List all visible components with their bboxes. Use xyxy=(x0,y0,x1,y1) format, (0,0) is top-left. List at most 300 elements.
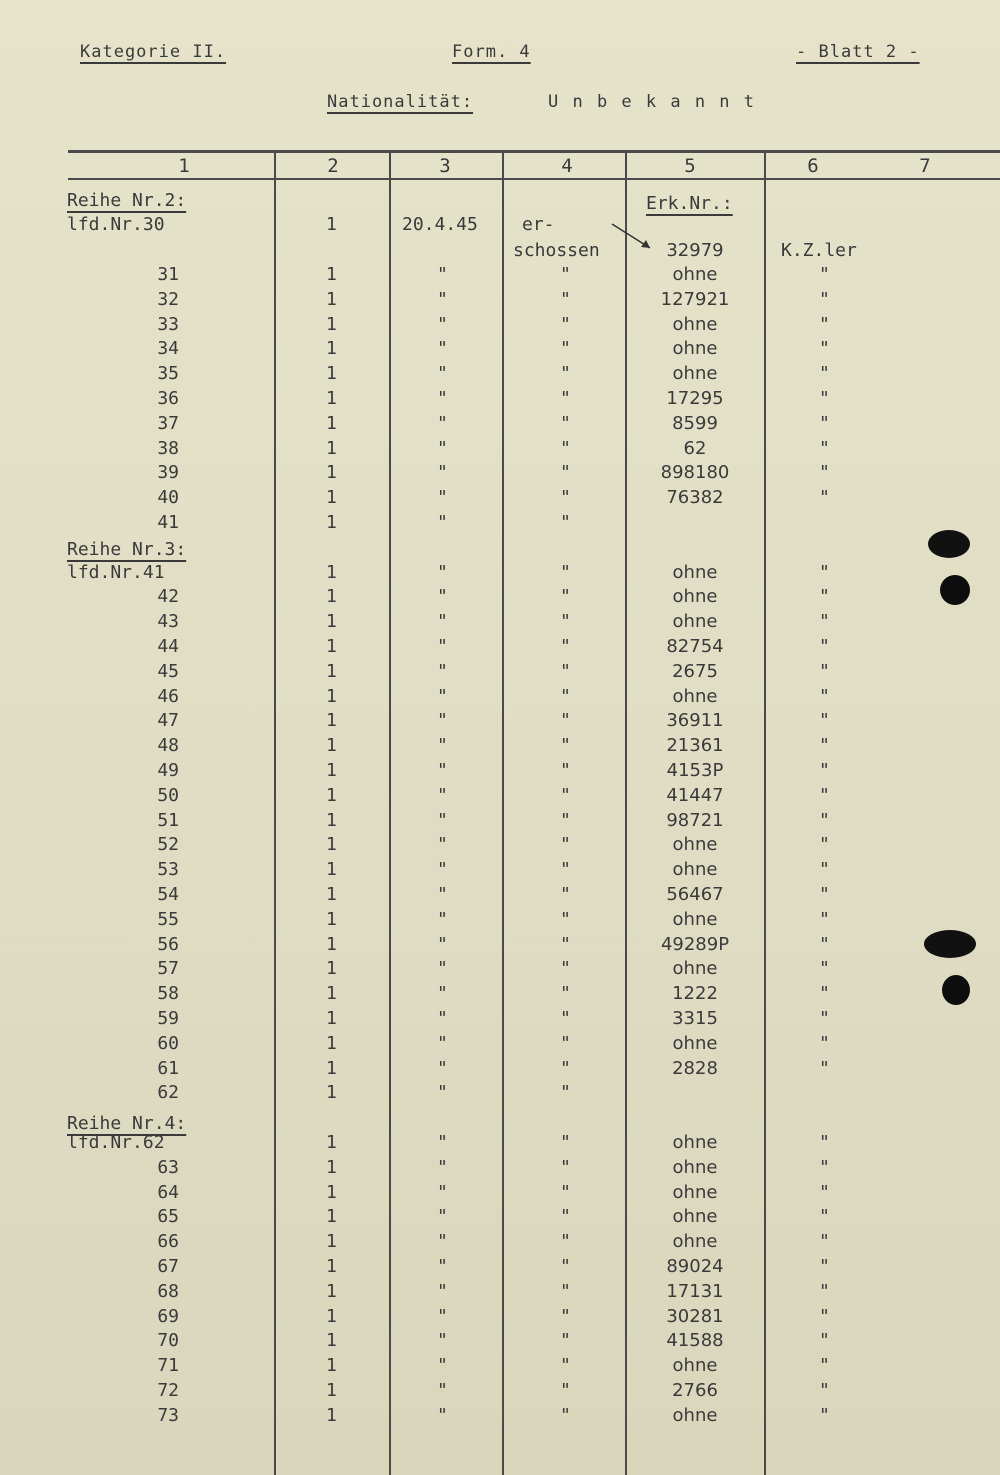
entry-note: " xyxy=(819,1033,830,1054)
column-divider xyxy=(764,150,766,1475)
entry-erk-number: 17295 xyxy=(666,388,724,409)
entry-note: " xyxy=(819,314,830,335)
ink-blot xyxy=(928,530,970,558)
entry-number: 47 xyxy=(157,710,179,731)
entry-count: 1 xyxy=(326,413,337,434)
entry-count: 1 xyxy=(326,1355,337,1376)
entry-note: " xyxy=(819,1231,830,1252)
table-header-rule xyxy=(68,178,1000,180)
entry-erk-number: 30281 xyxy=(666,1306,724,1327)
entry-date: " xyxy=(437,264,448,285)
entry-date: " xyxy=(437,636,448,657)
entry-count: 1 xyxy=(326,314,337,335)
entry-number: 51 xyxy=(157,810,179,831)
entry-note: " xyxy=(819,264,830,285)
nationality-label: Nationalität: xyxy=(327,92,474,112)
entry-cause: " xyxy=(560,1405,571,1426)
entry-date: " xyxy=(437,934,448,955)
entry-erk-number: ohne xyxy=(672,314,718,335)
entry-number: 73 xyxy=(157,1405,179,1426)
entry-cause: " xyxy=(560,686,571,707)
entry-date: " xyxy=(437,586,448,607)
entry-erk-number: 62 xyxy=(683,438,707,459)
entry-date: " xyxy=(437,487,448,508)
entry-number: 61 xyxy=(157,1058,179,1079)
entry-count: 1 xyxy=(326,1008,337,1029)
entry-note: " xyxy=(819,1132,830,1153)
entry-number: 69 xyxy=(157,1306,179,1327)
entry-cause: " xyxy=(560,760,571,781)
entry-count: 1 xyxy=(326,636,337,657)
entry-cause: " xyxy=(560,413,571,434)
entry-count: 1 xyxy=(326,611,337,632)
entry-date: " xyxy=(437,760,448,781)
entry-erk-number: ohne xyxy=(672,1182,718,1203)
entry-cause: " xyxy=(560,909,571,930)
entry-note: " xyxy=(819,462,830,483)
entry-cause: " xyxy=(560,958,571,979)
entry-erk-number: ohne xyxy=(672,1033,718,1054)
entry-count: 1 xyxy=(326,1082,337,1103)
entry-date: " xyxy=(437,413,448,434)
entry-number: 50 xyxy=(157,785,179,806)
entry-note: " xyxy=(819,909,830,930)
entry-cause: " xyxy=(560,1306,571,1327)
entry-erk-number: ohne xyxy=(672,1355,718,1376)
entry-date: " xyxy=(437,686,448,707)
entry-erk-number: ohne xyxy=(672,1231,718,1252)
entry-erk-number: 98721 xyxy=(666,810,724,831)
entry-note: " xyxy=(819,785,830,806)
column-heading-erk: Erk.Nr.: xyxy=(646,193,733,214)
section-label: Reihe Nr.4: xyxy=(67,1113,187,1134)
entry-date: " xyxy=(437,1008,448,1029)
entry-date: " xyxy=(437,834,448,855)
entry-note: " xyxy=(819,1256,830,1277)
entry-erk-number: 2766 xyxy=(672,1380,718,1401)
entry-erk-number: 21361 xyxy=(666,735,724,756)
entry-number: 34 xyxy=(157,338,179,359)
entry-count: 1 xyxy=(326,586,337,607)
entry-count: 1 xyxy=(326,462,337,483)
entry-date: " xyxy=(437,1206,448,1227)
entry-number: 68 xyxy=(157,1281,179,1302)
entry-cause: " xyxy=(560,1330,571,1351)
entry-erk-number: ohne xyxy=(672,958,718,979)
entry-cause: er- xyxy=(522,214,555,235)
entry-date: 20.4.45 xyxy=(402,214,478,235)
entry-date: " xyxy=(437,363,448,384)
entry-note: " xyxy=(819,438,830,459)
entry-count: 1 xyxy=(326,1330,337,1351)
entry-note: " xyxy=(819,338,830,359)
entry-note: " xyxy=(819,1182,830,1203)
entry-number: 41 xyxy=(157,512,179,533)
entry-erk-number: ohne xyxy=(672,1405,718,1426)
entry-count: 1 xyxy=(326,1405,337,1426)
entry-date: " xyxy=(437,1355,448,1376)
entry-number: 46 xyxy=(157,686,179,707)
entry-erk-number: 127921 xyxy=(660,289,730,310)
entry-cause: " xyxy=(560,314,571,335)
entry-count: 1 xyxy=(326,289,337,310)
entry-count: 1 xyxy=(326,983,337,1004)
category-label: Kategorie II. xyxy=(80,42,227,62)
entry-number: 55 xyxy=(157,909,179,930)
entry-erk-number: ohne xyxy=(672,264,718,285)
entry-number: 43 xyxy=(157,611,179,632)
entry-erk-number: 3315 xyxy=(672,1008,718,1029)
entry-count: 1 xyxy=(326,686,337,707)
entry-cause: " xyxy=(560,1132,571,1153)
entry-date: " xyxy=(437,1157,448,1178)
entry-erk-number: ohne xyxy=(672,859,718,880)
entry-date: " xyxy=(437,1132,448,1153)
entry-date: " xyxy=(437,1306,448,1327)
entry-erk-number: 898180 xyxy=(660,462,730,483)
entry-cause: " xyxy=(560,586,571,607)
entry-cause: " xyxy=(560,1231,571,1252)
column-number: 2 xyxy=(327,155,339,177)
entry-erk-number: ohne xyxy=(672,338,718,359)
nationality-value: U n b e k a n n t xyxy=(548,92,756,112)
entry-erk-number: 56467 xyxy=(666,884,724,905)
entry-erk-number: 1222 xyxy=(672,983,718,1004)
entry-cause: " xyxy=(560,1206,571,1227)
entry-cause: " xyxy=(560,611,571,632)
entry-date: " xyxy=(437,1231,448,1252)
entry-erk-number: 17131 xyxy=(666,1281,724,1302)
column-divider xyxy=(625,150,627,1475)
entry-note: " xyxy=(819,810,830,831)
section-label: Reihe Nr.3: xyxy=(67,539,187,560)
entry-erk-number: ohne xyxy=(672,1157,718,1178)
entry-erk-number: ohne xyxy=(672,1206,718,1227)
entry-number: 59 xyxy=(157,1008,179,1029)
entry-erk-number: ohne xyxy=(672,909,718,930)
entry-count: 1 xyxy=(326,1132,337,1153)
entry-count: 1 xyxy=(326,834,337,855)
entry-number: 63 xyxy=(157,1157,179,1178)
entry-count: 1 xyxy=(326,1182,337,1203)
entry-note: " xyxy=(819,1330,830,1351)
entry-note: " xyxy=(819,1206,830,1227)
entry-date: " xyxy=(437,462,448,483)
entry-cause: " xyxy=(560,438,571,459)
entry-cause: " xyxy=(560,1256,571,1277)
entry-note: " xyxy=(819,1281,830,1302)
entry-count: 1 xyxy=(326,1157,337,1178)
entry-number: 67 xyxy=(157,1256,179,1277)
entry-cause: " xyxy=(560,1157,571,1178)
entry-note: " xyxy=(819,562,830,583)
ink-blot xyxy=(924,930,976,958)
entry-number: 56 xyxy=(157,934,179,955)
entry-count: 1 xyxy=(326,1281,337,1302)
entry-number: lfd.Nr.41 xyxy=(67,562,165,583)
entry-note: " xyxy=(819,1157,830,1178)
entry-cause: " xyxy=(560,363,571,384)
column-number: 4 xyxy=(561,155,573,177)
entry-count: 1 xyxy=(326,1206,337,1227)
section-label: Reihe Nr.2: xyxy=(67,190,187,211)
entry-cause: " xyxy=(560,884,571,905)
entry-cause: " xyxy=(560,636,571,657)
entry-cause: " xyxy=(560,859,571,880)
column-number: 1 xyxy=(178,155,190,177)
entry-erk-number: 32979 xyxy=(666,240,724,261)
entry-erk-number: 76382 xyxy=(666,487,724,508)
entry-date: " xyxy=(437,1330,448,1351)
entry-cause: " xyxy=(560,934,571,955)
entry-number: 72 xyxy=(157,1380,179,1401)
entry-date: " xyxy=(437,1033,448,1054)
entry-count: 1 xyxy=(326,760,337,781)
column-divider xyxy=(274,150,276,1475)
entry-note: " xyxy=(819,1008,830,1029)
entry-cause: " xyxy=(560,710,571,731)
entry-count: 1 xyxy=(326,810,337,831)
entry-date: " xyxy=(437,1182,448,1203)
entry-cause: " xyxy=(560,834,571,855)
column-number: 3 xyxy=(439,155,451,177)
entry-cause: " xyxy=(560,1058,571,1079)
entry-date: " xyxy=(437,388,448,409)
entry-note: " xyxy=(819,661,830,682)
entry-note: " xyxy=(819,586,830,607)
entry-note: " xyxy=(819,710,830,731)
entry-cause: " xyxy=(560,661,571,682)
entry-count: 1 xyxy=(326,338,337,359)
entry-count: 1 xyxy=(326,884,337,905)
entry-erk-number: ohne xyxy=(672,1132,718,1153)
entry-cause: " xyxy=(560,983,571,1004)
entry-date: " xyxy=(437,661,448,682)
column-divider xyxy=(502,150,504,1475)
entry-date: " xyxy=(437,810,448,831)
entry-cause: " xyxy=(560,1082,571,1103)
entry-number: 71 xyxy=(157,1355,179,1376)
entry-erk-number: 41588 xyxy=(666,1330,724,1351)
entry-count: 1 xyxy=(326,710,337,731)
entry-date: " xyxy=(437,785,448,806)
entry-cause: schossen xyxy=(513,240,600,261)
entry-count: 1 xyxy=(326,958,337,979)
entry-note: " xyxy=(819,1058,830,1079)
entry-cause: " xyxy=(560,1008,571,1029)
entry-date: " xyxy=(437,438,448,459)
entry-number: 39 xyxy=(157,462,179,483)
entry-erk-number: ohne xyxy=(672,562,718,583)
entry-date: " xyxy=(437,958,448,979)
entry-number: 32 xyxy=(157,289,179,310)
entry-note: " xyxy=(819,388,830,409)
entry-cause: " xyxy=(560,512,571,533)
entry-note: " xyxy=(819,983,830,1004)
entry-date: " xyxy=(437,884,448,905)
entry-note: " xyxy=(819,363,830,384)
entry-date: " xyxy=(437,909,448,930)
entry-erk-number: 2675 xyxy=(672,661,718,682)
punch-hole xyxy=(940,575,970,605)
entry-note: K.Z.ler xyxy=(781,240,857,261)
arrow-icon xyxy=(608,220,658,254)
entry-count: 1 xyxy=(326,214,337,235)
entry-cause: " xyxy=(560,1033,571,1054)
entry-number: 42 xyxy=(157,586,179,607)
entry-number: 48 xyxy=(157,735,179,756)
table-top-rule xyxy=(68,150,1000,153)
entry-cause: " xyxy=(560,264,571,285)
entry-erk-number: 41447 xyxy=(666,785,724,806)
entry-note: " xyxy=(819,636,830,657)
column-number: 6 xyxy=(807,155,819,177)
entry-number: 64 xyxy=(157,1182,179,1203)
entry-note: " xyxy=(819,859,830,880)
entry-note: " xyxy=(819,1306,830,1327)
entry-cause: " xyxy=(560,338,571,359)
entry-note: " xyxy=(819,760,830,781)
entry-date: " xyxy=(437,1256,448,1277)
entry-erk-number: 36911 xyxy=(666,710,724,731)
column-divider xyxy=(389,150,391,1475)
entry-number: 70 xyxy=(157,1330,179,1351)
entry-note: " xyxy=(819,834,830,855)
entry-date: " xyxy=(437,289,448,310)
entry-count: 1 xyxy=(326,859,337,880)
entry-erk-number: ohne xyxy=(672,686,718,707)
entry-cause: " xyxy=(560,487,571,508)
entry-cause: " xyxy=(560,810,571,831)
entry-count: 1 xyxy=(326,388,337,409)
entry-date: " xyxy=(437,710,448,731)
entry-note: " xyxy=(819,934,830,955)
entry-note: " xyxy=(819,735,830,756)
entry-count: 1 xyxy=(326,487,337,508)
entry-number: 40 xyxy=(157,487,179,508)
entry-number: 33 xyxy=(157,314,179,335)
entry-number: 36 xyxy=(157,388,179,409)
column-number: 7 xyxy=(919,155,931,177)
entry-date: " xyxy=(437,314,448,335)
entry-number: lfd.Nr.62 xyxy=(67,1132,165,1153)
entry-number: 60 xyxy=(157,1033,179,1054)
punch-hole xyxy=(942,975,970,1005)
entry-number: 53 xyxy=(157,859,179,880)
entry-note: " xyxy=(819,487,830,508)
entry-number: lfd.Nr.30 xyxy=(67,214,165,235)
entry-date: " xyxy=(437,512,448,533)
entry-date: " xyxy=(437,1082,448,1103)
entry-count: 1 xyxy=(326,1058,337,1079)
entry-cause: " xyxy=(560,462,571,483)
entry-note: " xyxy=(819,884,830,905)
entry-date: " xyxy=(437,1281,448,1302)
entry-note: " xyxy=(819,289,830,310)
entry-number: 62 xyxy=(157,1082,179,1103)
entry-count: 1 xyxy=(326,735,337,756)
entry-date: " xyxy=(437,983,448,1004)
entry-number: 58 xyxy=(157,983,179,1004)
entry-number: 52 xyxy=(157,834,179,855)
entry-count: 1 xyxy=(326,934,337,955)
entry-cause: " xyxy=(560,289,571,310)
entry-note: " xyxy=(819,413,830,434)
entry-number: 37 xyxy=(157,413,179,434)
entry-erk-number: ohne xyxy=(672,363,718,384)
entry-note: " xyxy=(819,686,830,707)
entry-erk-number: 82754 xyxy=(666,636,724,657)
entry-number: 57 xyxy=(157,958,179,979)
entry-number: 44 xyxy=(157,636,179,657)
entry-cause: " xyxy=(560,388,571,409)
entry-count: 1 xyxy=(326,264,337,285)
entry-number: 45 xyxy=(157,661,179,682)
entry-count: 1 xyxy=(326,909,337,930)
entry-number: 38 xyxy=(157,438,179,459)
entry-cause: " xyxy=(560,1182,571,1203)
entry-date: " xyxy=(437,1058,448,1079)
entry-count: 1 xyxy=(326,512,337,533)
entry-erk-number: 8599 xyxy=(672,413,718,434)
entry-count: 1 xyxy=(326,1380,337,1401)
entry-note: " xyxy=(819,1380,830,1401)
entry-date: " xyxy=(437,859,448,880)
entry-count: 1 xyxy=(326,1231,337,1252)
entry-cause: " xyxy=(560,562,571,583)
entry-number: 65 xyxy=(157,1206,179,1227)
entry-date: " xyxy=(437,562,448,583)
form-label: Form. 4 xyxy=(452,42,531,62)
entry-count: 1 xyxy=(326,785,337,806)
entry-erk-number: ohne xyxy=(672,834,718,855)
entry-count: 1 xyxy=(326,1033,337,1054)
sheet-number: - Blatt 2 - xyxy=(796,42,920,62)
entry-cause: " xyxy=(560,1355,571,1376)
entry-count: 1 xyxy=(326,438,337,459)
entry-count: 1 xyxy=(326,661,337,682)
entry-date: " xyxy=(437,1405,448,1426)
entry-count: 1 xyxy=(326,363,337,384)
entry-note: " xyxy=(819,1355,830,1376)
entry-cause: " xyxy=(560,1281,571,1302)
entry-number: 31 xyxy=(157,264,179,285)
entry-number: 66 xyxy=(157,1231,179,1252)
entry-date: " xyxy=(437,611,448,632)
entry-cause: " xyxy=(560,735,571,756)
entry-note: " xyxy=(819,611,830,632)
entry-cause: " xyxy=(560,785,571,806)
entry-erk-number: ohne xyxy=(672,586,718,607)
entry-note: " xyxy=(819,958,830,979)
entry-number: 54 xyxy=(157,884,179,905)
entry-date: " xyxy=(437,338,448,359)
entry-date: " xyxy=(437,1380,448,1401)
entry-erk-number: ohne xyxy=(672,611,718,632)
entry-count: 1 xyxy=(326,1306,337,1327)
entry-date: " xyxy=(437,735,448,756)
entry-count: 1 xyxy=(326,562,337,583)
entry-erk-number: 2828 xyxy=(672,1058,718,1079)
column-number: 5 xyxy=(684,155,696,177)
entry-number: 35 xyxy=(157,363,179,384)
entry-number: 49 xyxy=(157,760,179,781)
entry-cause: " xyxy=(560,1380,571,1401)
entry-erk-number: 89024 xyxy=(666,1256,724,1277)
entry-erk-number: 4153P xyxy=(666,760,724,781)
entry-note: " xyxy=(819,1405,830,1426)
entry-erk-number: 49289P xyxy=(660,934,730,955)
